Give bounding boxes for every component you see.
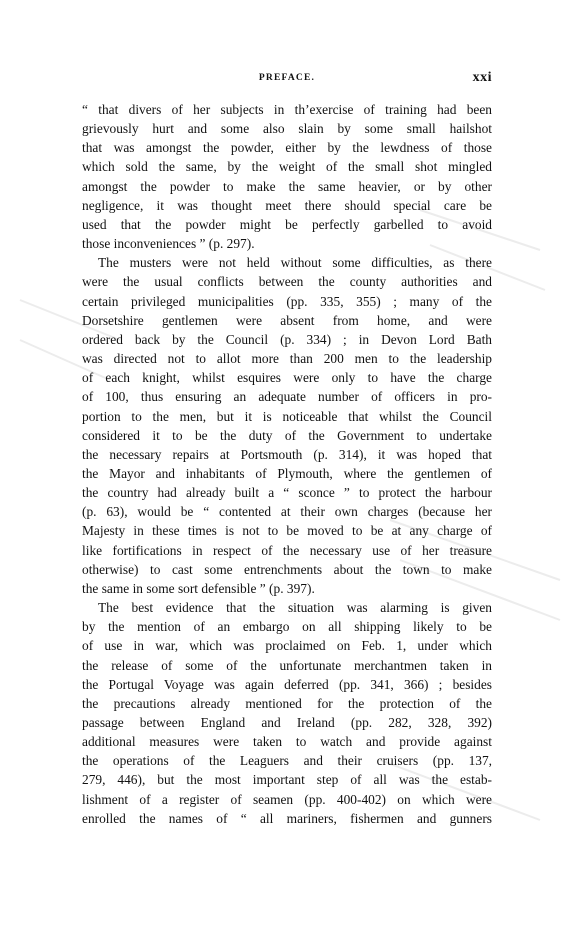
- text-line: the operations of the Leaguers and their cruisers (pp. 137,: [82, 753, 492, 769]
- text-line: the same in some sort defensible ” (p. 397).: [82, 580, 315, 596]
- text-line: The musters were not held without some difficulties, as there: [98, 255, 492, 271]
- text-line: Dorsetshire gentlemen were absent from home, and were: [82, 312, 492, 328]
- running-head: [82, 70, 492, 86]
- text-line: the necessary repairs at Portsmouth (p. 314), it was hoped that: [82, 446, 492, 462]
- text-line: by the mention of an embargo on all shipping likely to be: [82, 619, 492, 635]
- text-line: like fortifications in respect of the necessary use of her treasure: [82, 542, 492, 558]
- text-line: were the usual conflicts between the county authorities and: [82, 274, 492, 290]
- paragraph: [82, 253, 492, 598]
- text-line: certain privileged municipalities (pp. 335, 355) ; many of the: [82, 293, 492, 309]
- text-line: (p. 63), would be “ contented at their own charges (because her: [82, 504, 492, 520]
- text-line: the Portugal Voyage was again deferred (pp. 341, 366) ; besides: [82, 676, 492, 692]
- text-line: grievously hurt and some also slain by some small hailshot: [82, 121, 492, 137]
- text-line: The best evidence that the situation was alarming is given: [98, 600, 492, 616]
- text-line: those inconveniences ” (p. 297).: [82, 236, 255, 252]
- paragraph: [82, 100, 492, 253]
- text-line: amongst the powder to make the same heavier, or by other: [82, 178, 492, 194]
- text-line: used that the powder might be perfectly garbelled to avoid: [82, 216, 492, 232]
- page-number: xxi: [472, 70, 492, 85]
- text-line: the country had already built a “ sconce ” to protect the harbour: [82, 485, 492, 501]
- text-line: negligence, it was thought meet there should special care be: [82, 197, 492, 213]
- text-line: that was amongst the powder, either by the lewdness of those: [82, 140, 492, 156]
- text-line: the Mayor and inhabitants of Plymouth, where the gentlemen of: [82, 465, 492, 481]
- text-line: considered it to be the duty of the Government to undertake: [82, 427, 492, 443]
- text-line: otherwise) to cast some entrenchments about the town to make: [82, 561, 492, 577]
- text-line: enrolled the names of “ all mariners, fishermen and gunners: [82, 810, 492, 826]
- text-line: of each knight, whilst esquires were only to have the charge: [82, 370, 492, 386]
- body-text: [82, 100, 492, 828]
- text-line: of use in war, which was proclaimed on Feb. 1, under which: [82, 638, 492, 654]
- text-line: of 100, thus ensuring an adequate number of officers in pro-: [82, 389, 492, 405]
- running-title: PREFACE.: [258, 73, 316, 83]
- text-line: Majesty in these times is not to be moved to be at any charge of: [82, 523, 492, 539]
- text-line: was directed not to allot more than 200 men to the leadership: [82, 351, 492, 367]
- text-line: lishment of a register of seamen (pp. 400-402) on which were: [82, 791, 492, 807]
- text-line: 279, 446), but the most important step of all was the estab-: [82, 772, 492, 788]
- text-line: the release of some of the unfortunate merchantmen taken in: [82, 657, 492, 673]
- text-line: portion to the men, but it is noticeable that whilst the Council: [82, 408, 492, 424]
- text-line: additional measures were taken to watch and provide against: [82, 734, 492, 750]
- paragraph: [82, 598, 492, 828]
- text-line: “ that divers of her subjects in th’exercise of training had been: [82, 102, 492, 117]
- text-line: ordered back by the Council (p. 334) ; in Devon Lord Bath: [82, 331, 492, 347]
- text-line: passage between England and Ireland (pp. 282, 328, 392): [82, 715, 492, 730]
- text-line: which sold the same, by the weight of the small shot mingled: [82, 159, 492, 175]
- text-line: the precautions already mentioned for the protection of the: [82, 695, 492, 711]
